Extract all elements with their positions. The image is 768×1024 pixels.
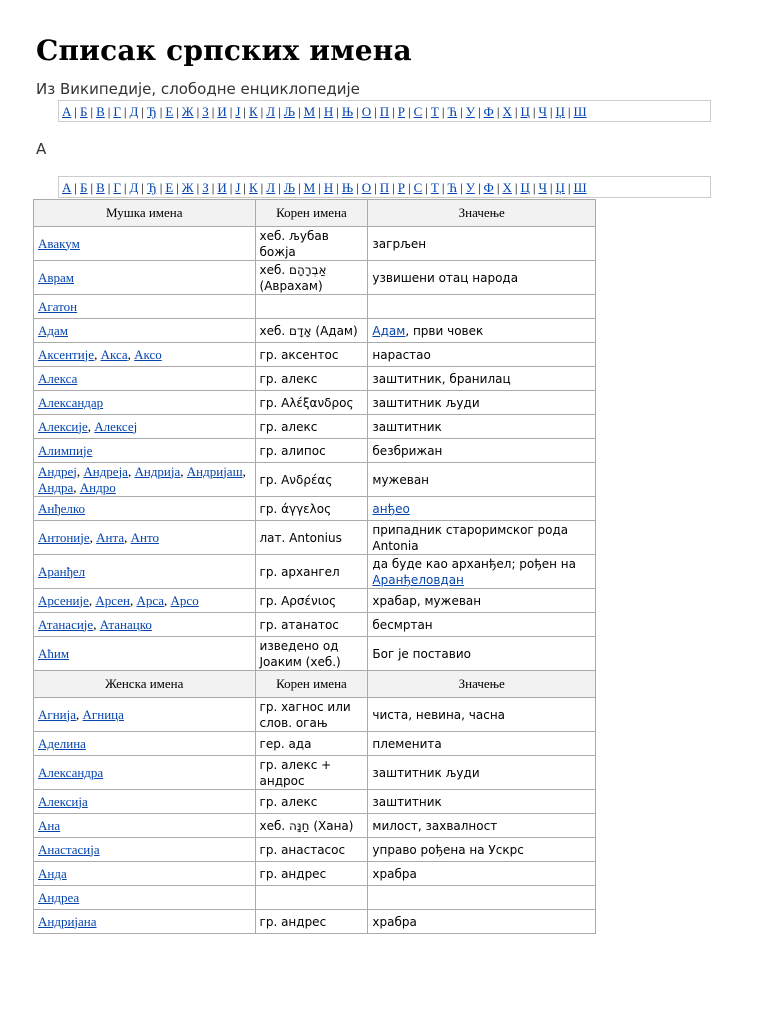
name-link[interactable]: Анто bbox=[130, 529, 159, 545]
name-link[interactable]: Алимпије bbox=[38, 442, 93, 458]
names-cell bbox=[34, 637, 256, 671]
name-link[interactable]: Атанасије bbox=[38, 616, 94, 632]
table-row bbox=[34, 439, 596, 463]
alphabet-separator: | bbox=[532, 104, 536, 119]
alphabet-link[interactable]: Њ bbox=[341, 180, 354, 195]
alphabet-separator: | bbox=[408, 180, 411, 195]
alphabet-separator: | bbox=[374, 104, 377, 119]
name-link[interactable]: Арса bbox=[136, 592, 165, 608]
table-row bbox=[34, 463, 596, 497]
column-header-names: Женска имена bbox=[34, 671, 256, 698]
names-cell bbox=[34, 439, 256, 463]
root-cell: гр. архангел bbox=[255, 555, 368, 589]
names-cell bbox=[34, 756, 256, 790]
names-cell bbox=[34, 391, 256, 415]
alphabet-separator: | bbox=[211, 180, 215, 195]
names-cell bbox=[34, 555, 256, 589]
column-header-root: Корен имена bbox=[255, 200, 368, 227]
meaning-cell bbox=[368, 295, 596, 319]
meaning-cell bbox=[368, 886, 596, 910]
alphabet-link[interactable]: Љ bbox=[283, 180, 296, 195]
alphabet-separator: | bbox=[392, 180, 395, 195]
alphabet-link[interactable]: Д bbox=[129, 180, 139, 195]
name-link[interactable]: Арсо bbox=[170, 592, 199, 608]
name-link[interactable]: Андрија bbox=[134, 463, 181, 479]
alphabet-separator: | bbox=[408, 104, 411, 119]
alphabet-separator: | bbox=[496, 180, 500, 195]
root-cell: гр. Ανδρέας bbox=[255, 463, 368, 497]
root-cell: гер. ада bbox=[255, 732, 368, 756]
root-cell: лат. Antonius bbox=[255, 521, 368, 555]
name-link[interactable]: Аранђел bbox=[38, 563, 86, 579]
meaning-cell: управо рођена на Ускрс bbox=[368, 838, 596, 862]
alphabet-separator: | bbox=[176, 104, 179, 119]
alphabet-link[interactable]: Р bbox=[397, 180, 406, 195]
alphabet-link[interactable]: Ђ bbox=[146, 104, 157, 119]
alphabet-separator: | bbox=[141, 104, 144, 119]
alphabet-link[interactable]: С bbox=[413, 104, 423, 119]
alphabet-link[interactable]: Д bbox=[129, 104, 139, 119]
table-row bbox=[34, 497, 596, 521]
alphabet-link[interactable]: Ј bbox=[235, 180, 241, 195]
alphabet-link[interactable]: Џ bbox=[555, 180, 565, 195]
alphabet-link[interactable]: О bbox=[361, 180, 372, 195]
table-row bbox=[34, 343, 596, 367]
names-cell bbox=[34, 732, 256, 756]
alphabet-separator: | bbox=[549, 104, 553, 119]
alphabet-separator: | bbox=[123, 180, 127, 195]
alphabet-link[interactable]: З bbox=[202, 180, 209, 195]
name-link[interactable]: Алексија bbox=[38, 793, 88, 809]
meaning-cell: племенита bbox=[368, 732, 596, 756]
name-link[interactable]: Андријаш bbox=[186, 463, 243, 479]
alphabet-separator: | bbox=[159, 104, 163, 119]
names-table bbox=[33, 199, 596, 934]
names-cell bbox=[34, 295, 256, 319]
alphabet-link[interactable]: К bbox=[248, 180, 258, 195]
alphabet-link[interactable]: Ч bbox=[538, 180, 547, 195]
alphabet-separator: | bbox=[425, 104, 428, 119]
alphabet-separator: | bbox=[196, 104, 200, 119]
alphabet-separator: | bbox=[243, 104, 246, 119]
alphabet-link[interactable]: К bbox=[248, 104, 258, 119]
alphabet-link[interactable]: Р bbox=[397, 104, 406, 119]
meaning-cell: чиста, невина, часна bbox=[368, 698, 596, 732]
table-row bbox=[34, 319, 596, 343]
column-header-root: Корен имена bbox=[255, 671, 368, 698]
meaning-cell: нарастао bbox=[368, 343, 596, 367]
name-link[interactable]: Атанацко bbox=[99, 616, 152, 632]
table-row bbox=[34, 698, 596, 732]
names-cell bbox=[34, 790, 256, 814]
meaning-cell: заштитник bbox=[368, 790, 596, 814]
names-cell bbox=[34, 910, 256, 934]
meaning-cell: заштитник људи bbox=[368, 756, 596, 790]
names-cell bbox=[34, 838, 256, 862]
alphabet-link[interactable]: Х bbox=[502, 104, 512, 119]
page-subtitle: Из Википедије, слободне енциклопедије bbox=[36, 80, 360, 98]
table-row bbox=[34, 862, 596, 886]
column-header-names: Мушка имена bbox=[34, 200, 256, 227]
alphabet-separator: | bbox=[356, 104, 359, 119]
meaning-cell: заштитник људи bbox=[368, 391, 596, 415]
alphabet-link[interactable]: В bbox=[96, 180, 105, 195]
name-link[interactable]: Александра bbox=[38, 764, 104, 780]
alphabet-separator: | bbox=[477, 180, 481, 195]
name-link[interactable]: Арсеније bbox=[38, 592, 89, 608]
name-link[interactable]: Агатон bbox=[38, 298, 78, 314]
name-link[interactable]: Андра bbox=[38, 479, 74, 495]
alphabet-index-section bbox=[58, 176, 711, 198]
table-row bbox=[34, 886, 596, 910]
alphabet-separator: | bbox=[278, 104, 281, 119]
name-link[interactable]: Андреј bbox=[38, 463, 77, 479]
name-link[interactable]: Арсен bbox=[95, 592, 130, 608]
alphabet-separator: | bbox=[74, 104, 77, 119]
names-cell: Алексије, Алексеј bbox=[34, 415, 256, 439]
root-cell: гр. анастасос bbox=[255, 838, 368, 862]
alphabet-link[interactable]: П bbox=[379, 104, 390, 119]
alphabet-link[interactable]: Ж bbox=[181, 104, 194, 119]
names-cell: Андреј, Андреја, Андрија, Андријаш, Андра, Андро bbox=[34, 463, 256, 497]
alphabet-link[interactable]: Ј bbox=[235, 104, 241, 119]
meaning-cell: храбра bbox=[368, 862, 596, 886]
alphabet-separator: | bbox=[567, 104, 571, 119]
meaning-cell: мужеван bbox=[368, 463, 596, 497]
alphabet-link[interactable]: И bbox=[217, 104, 227, 119]
alphabet-link[interactable]: Ч bbox=[538, 104, 547, 119]
table-header-row bbox=[34, 200, 596, 227]
name-link[interactable]: Андреја bbox=[83, 463, 128, 479]
alphabet-link[interactable]: Н bbox=[323, 104, 334, 119]
meaning-cell: узвишени отац народа bbox=[368, 261, 596, 295]
table-row bbox=[34, 790, 596, 814]
alphabet-separator: | bbox=[211, 104, 215, 119]
alphabet-separator: | bbox=[356, 180, 359, 195]
alphabet-separator: | bbox=[318, 180, 321, 195]
name-link[interactable]: Алексеј bbox=[94, 418, 138, 434]
alphabet-link[interactable]: У bbox=[465, 104, 475, 119]
alphabet-link[interactable]: Ц bbox=[520, 180, 530, 195]
root-cell: гр. андрес bbox=[255, 910, 368, 934]
root-cell: гр. хагнос или слов. огањ bbox=[255, 698, 368, 732]
alphabet-link[interactable]: Џ bbox=[555, 104, 565, 119]
meaning-cell: заштитник, бранилац bbox=[368, 367, 596, 391]
root-cell: гр. аксентос bbox=[255, 343, 368, 367]
alphabet-link[interactable]: Ћ bbox=[447, 180, 458, 195]
alphabet-separator: | bbox=[336, 180, 339, 195]
alphabet-separator: | bbox=[567, 180, 571, 195]
names-cell: Агнија, Агница bbox=[34, 698, 256, 732]
root-cell: изведено од Јоаким (хеб.) bbox=[255, 637, 368, 671]
alphabet-separator: | bbox=[336, 104, 339, 119]
alphabet-link[interactable]: В bbox=[96, 104, 105, 119]
page-title: Списак српских имена bbox=[36, 34, 412, 67]
alphabet-separator: | bbox=[549, 180, 553, 195]
names-cell bbox=[34, 497, 256, 521]
alphabet-separator: | bbox=[532, 180, 536, 195]
alphabet-link[interactable]: Г bbox=[113, 104, 121, 119]
names-cell: Антоније, Анта, Анто bbox=[34, 521, 256, 555]
root-cell: гр. Αρσένιος bbox=[255, 589, 368, 613]
alphabet-separator: | bbox=[176, 180, 179, 195]
root-cell: хеб. אָדָם (Адам) bbox=[255, 319, 368, 343]
table-row bbox=[34, 367, 596, 391]
table-row bbox=[34, 814, 596, 838]
names-cell bbox=[34, 814, 256, 838]
name-link[interactable]: Ана bbox=[38, 817, 61, 833]
table-row bbox=[34, 756, 596, 790]
name-link[interactable]: Аксентије bbox=[38, 346, 95, 362]
alphabet-link[interactable]: Н bbox=[323, 180, 334, 195]
name-link[interactable]: Александар bbox=[38, 394, 104, 410]
name-link[interactable]: Адам bbox=[372, 323, 406, 338]
name-link[interactable]: Анда bbox=[38, 865, 67, 881]
alphabet-separator: | bbox=[392, 104, 395, 119]
alphabet-link[interactable]: А bbox=[62, 180, 72, 195]
column-header-meaning: Значење bbox=[368, 200, 596, 227]
names-cell bbox=[34, 261, 256, 295]
meaning-cell: загрљен bbox=[368, 227, 596, 261]
name-link[interactable]: Адам bbox=[38, 322, 68, 338]
alphabet-separator: | bbox=[229, 180, 233, 195]
alphabet-separator: | bbox=[260, 104, 264, 119]
alphabet-separator: | bbox=[74, 180, 77, 195]
alphabet-link[interactable]: Ш bbox=[573, 180, 587, 195]
alphabet-separator: | bbox=[477, 104, 481, 119]
alphabet-separator: | bbox=[496, 104, 500, 119]
alphabet-link[interactable]: Ђ bbox=[146, 180, 157, 195]
alphabet-link[interactable]: Т bbox=[430, 180, 439, 195]
name-link[interactable]: Аксо bbox=[134, 346, 162, 362]
table-row bbox=[34, 910, 596, 934]
names-cell bbox=[34, 886, 256, 910]
alphabet-separator: | bbox=[159, 180, 163, 195]
alphabet-separator: | bbox=[425, 180, 428, 195]
alphabet-link[interactable]: Ф bbox=[483, 104, 494, 119]
root-cell: хеб. אַבְרָהָם (Аврахам) bbox=[255, 261, 368, 295]
alphabet-link[interactable]: У bbox=[465, 180, 475, 195]
alphabet-index-top bbox=[58, 100, 711, 122]
name-link[interactable]: Андријана bbox=[38, 913, 97, 929]
alphabet-link[interactable]: Б bbox=[80, 180, 88, 195]
meaning-cell: милост, захвалност bbox=[368, 814, 596, 838]
meaning-cell: Адам, први човек bbox=[368, 319, 596, 343]
alphabet-link[interactable]: Е bbox=[165, 180, 174, 195]
alphabet-separator: | bbox=[107, 104, 111, 119]
name-link[interactable]: Аврам bbox=[38, 269, 75, 285]
names-cell: Арсеније, Арсен, Арса, Арсо bbox=[34, 589, 256, 613]
meaning-cell: бесмртан bbox=[368, 613, 596, 637]
root-cell: гр. алипос bbox=[255, 439, 368, 463]
alphabet-separator: | bbox=[441, 104, 445, 119]
alphabet-separator: | bbox=[123, 104, 127, 119]
table-row bbox=[34, 295, 596, 319]
alphabet-separator: | bbox=[298, 104, 301, 119]
name-link[interactable]: Алексије bbox=[38, 418, 88, 434]
root-cell: гр. άγγελος bbox=[255, 497, 368, 521]
name-link[interactable]: Анастасија bbox=[38, 841, 100, 857]
alphabet-link[interactable]: С bbox=[413, 180, 423, 195]
root-cell: хеб. חַנָּה (Хана) bbox=[255, 814, 368, 838]
root-cell: хеб. љубав божја bbox=[255, 227, 368, 261]
alphabet-link[interactable]: Ћ bbox=[447, 104, 458, 119]
name-link[interactable]: Андреа bbox=[38, 889, 80, 905]
names-cell: Атанасије, Атанацко bbox=[34, 613, 256, 637]
name-link[interactable]: Алекса bbox=[38, 370, 78, 386]
meaning-cell: заштитник bbox=[368, 415, 596, 439]
name-link[interactable]: анђео bbox=[372, 501, 410, 516]
alphabet-link[interactable]: Г bbox=[113, 180, 121, 195]
name-link[interactable]: Аранђеловдан bbox=[372, 572, 464, 587]
name-link[interactable]: Анђелко bbox=[38, 500, 86, 516]
root-cell: гр. алекс + андрос bbox=[255, 756, 368, 790]
table-row bbox=[34, 415, 596, 439]
alphabet-separator: | bbox=[90, 104, 94, 119]
alphabet-link[interactable]: Љ bbox=[283, 104, 296, 119]
alphabet-link[interactable]: П bbox=[379, 180, 390, 195]
alphabet-link[interactable]: Х bbox=[502, 180, 512, 195]
alphabet-separator: | bbox=[278, 180, 281, 195]
table-row bbox=[34, 838, 596, 862]
alphabet-link[interactable]: Е bbox=[165, 104, 174, 119]
name-link[interactable]: Антоније bbox=[38, 529, 90, 545]
alphabet-link[interactable]: М bbox=[303, 180, 316, 195]
name-link[interactable]: Аделина bbox=[38, 735, 86, 751]
root-cell: гр. алекс bbox=[255, 415, 368, 439]
names-cell bbox=[34, 319, 256, 343]
alphabet-link[interactable]: Ж bbox=[181, 180, 194, 195]
meaning-cell bbox=[368, 497, 596, 521]
names-cell bbox=[34, 367, 256, 391]
alphabet-separator: | bbox=[107, 180, 111, 195]
alphabet-link[interactable]: З bbox=[202, 104, 209, 119]
name-link[interactable]: Андро bbox=[79, 479, 116, 495]
name-link[interactable]: Аћим bbox=[38, 645, 70, 661]
alphabet-separator: | bbox=[298, 180, 301, 195]
table-row bbox=[34, 391, 596, 415]
alphabet-separator: | bbox=[441, 180, 445, 195]
table-row bbox=[34, 261, 596, 295]
alphabet-link[interactable]: Ш bbox=[573, 104, 587, 119]
alphabet-link[interactable]: Ц bbox=[520, 104, 530, 119]
alphabet-separator: | bbox=[514, 104, 518, 119]
alphabet-separator: | bbox=[229, 104, 233, 119]
root-cell bbox=[255, 295, 368, 319]
meaning-cell: безбрижан bbox=[368, 439, 596, 463]
table-row bbox=[34, 521, 596, 555]
alphabet-link[interactable]: М bbox=[303, 104, 316, 119]
name-link[interactable]: Агнија bbox=[38, 706, 77, 722]
alphabet-separator: | bbox=[460, 104, 463, 119]
root-cell bbox=[255, 886, 368, 910]
alphabet-link[interactable]: Ф bbox=[483, 180, 494, 195]
alphabet-separator: | bbox=[260, 180, 264, 195]
column-header-meaning: Значење bbox=[368, 671, 596, 698]
section-heading: А bbox=[36, 140, 47, 158]
name-link[interactable]: Анта bbox=[96, 529, 125, 545]
table-row bbox=[34, 613, 596, 637]
alphabet-separator: | bbox=[318, 104, 321, 119]
table-header-row bbox=[34, 671, 596, 698]
names-cell: Аксентије, Акса, Аксо bbox=[34, 343, 256, 367]
root-cell: гр. алекс bbox=[255, 790, 368, 814]
names-cell bbox=[34, 862, 256, 886]
meaning-cell: храбар, мужеван bbox=[368, 589, 596, 613]
alphabet-separator: | bbox=[196, 180, 200, 195]
alphabet-separator: | bbox=[374, 180, 377, 195]
alphabet-link[interactable]: И bbox=[217, 180, 227, 195]
root-cell: гр. андрес bbox=[255, 862, 368, 886]
alphabet-separator: | bbox=[514, 180, 518, 195]
name-link[interactable]: Акса bbox=[100, 346, 128, 362]
alphabet-link[interactable]: Б bbox=[80, 104, 88, 119]
alphabet-separator: | bbox=[90, 180, 94, 195]
meaning-cell: Бог је поставио bbox=[368, 637, 596, 671]
table-row bbox=[34, 732, 596, 756]
alphabet-separator: | bbox=[243, 180, 246, 195]
root-cell: гр. алекс bbox=[255, 367, 368, 391]
meaning-cell: припадник староримског рода Antonia bbox=[368, 521, 596, 555]
root-cell: гр. Αλέξανδρος bbox=[255, 391, 368, 415]
name-link[interactable]: Авакум bbox=[38, 235, 80, 251]
table-row bbox=[34, 637, 596, 671]
meaning-cell: храбра bbox=[368, 910, 596, 934]
alphabet-link[interactable]: Њ bbox=[341, 104, 354, 119]
alphabet-link[interactable]: Л bbox=[266, 180, 276, 195]
table-row bbox=[34, 589, 596, 613]
alphabet-link[interactable]: Т bbox=[430, 104, 439, 119]
names-cell bbox=[34, 227, 256, 261]
alphabet-link[interactable]: А bbox=[62, 104, 72, 119]
table-row bbox=[34, 555, 596, 589]
name-link[interactable]: Агница bbox=[82, 706, 124, 722]
alphabet-link[interactable]: Л bbox=[266, 104, 276, 119]
alphabet-separator: | bbox=[141, 180, 144, 195]
root-cell: гр. атанатос bbox=[255, 613, 368, 637]
meaning-cell: да буде као арханђел; рођен на Аранђеловдан bbox=[368, 555, 596, 589]
table-row bbox=[34, 227, 596, 261]
alphabet-link[interactable]: О bbox=[361, 104, 372, 119]
alphabet-separator: | bbox=[460, 180, 463, 195]
